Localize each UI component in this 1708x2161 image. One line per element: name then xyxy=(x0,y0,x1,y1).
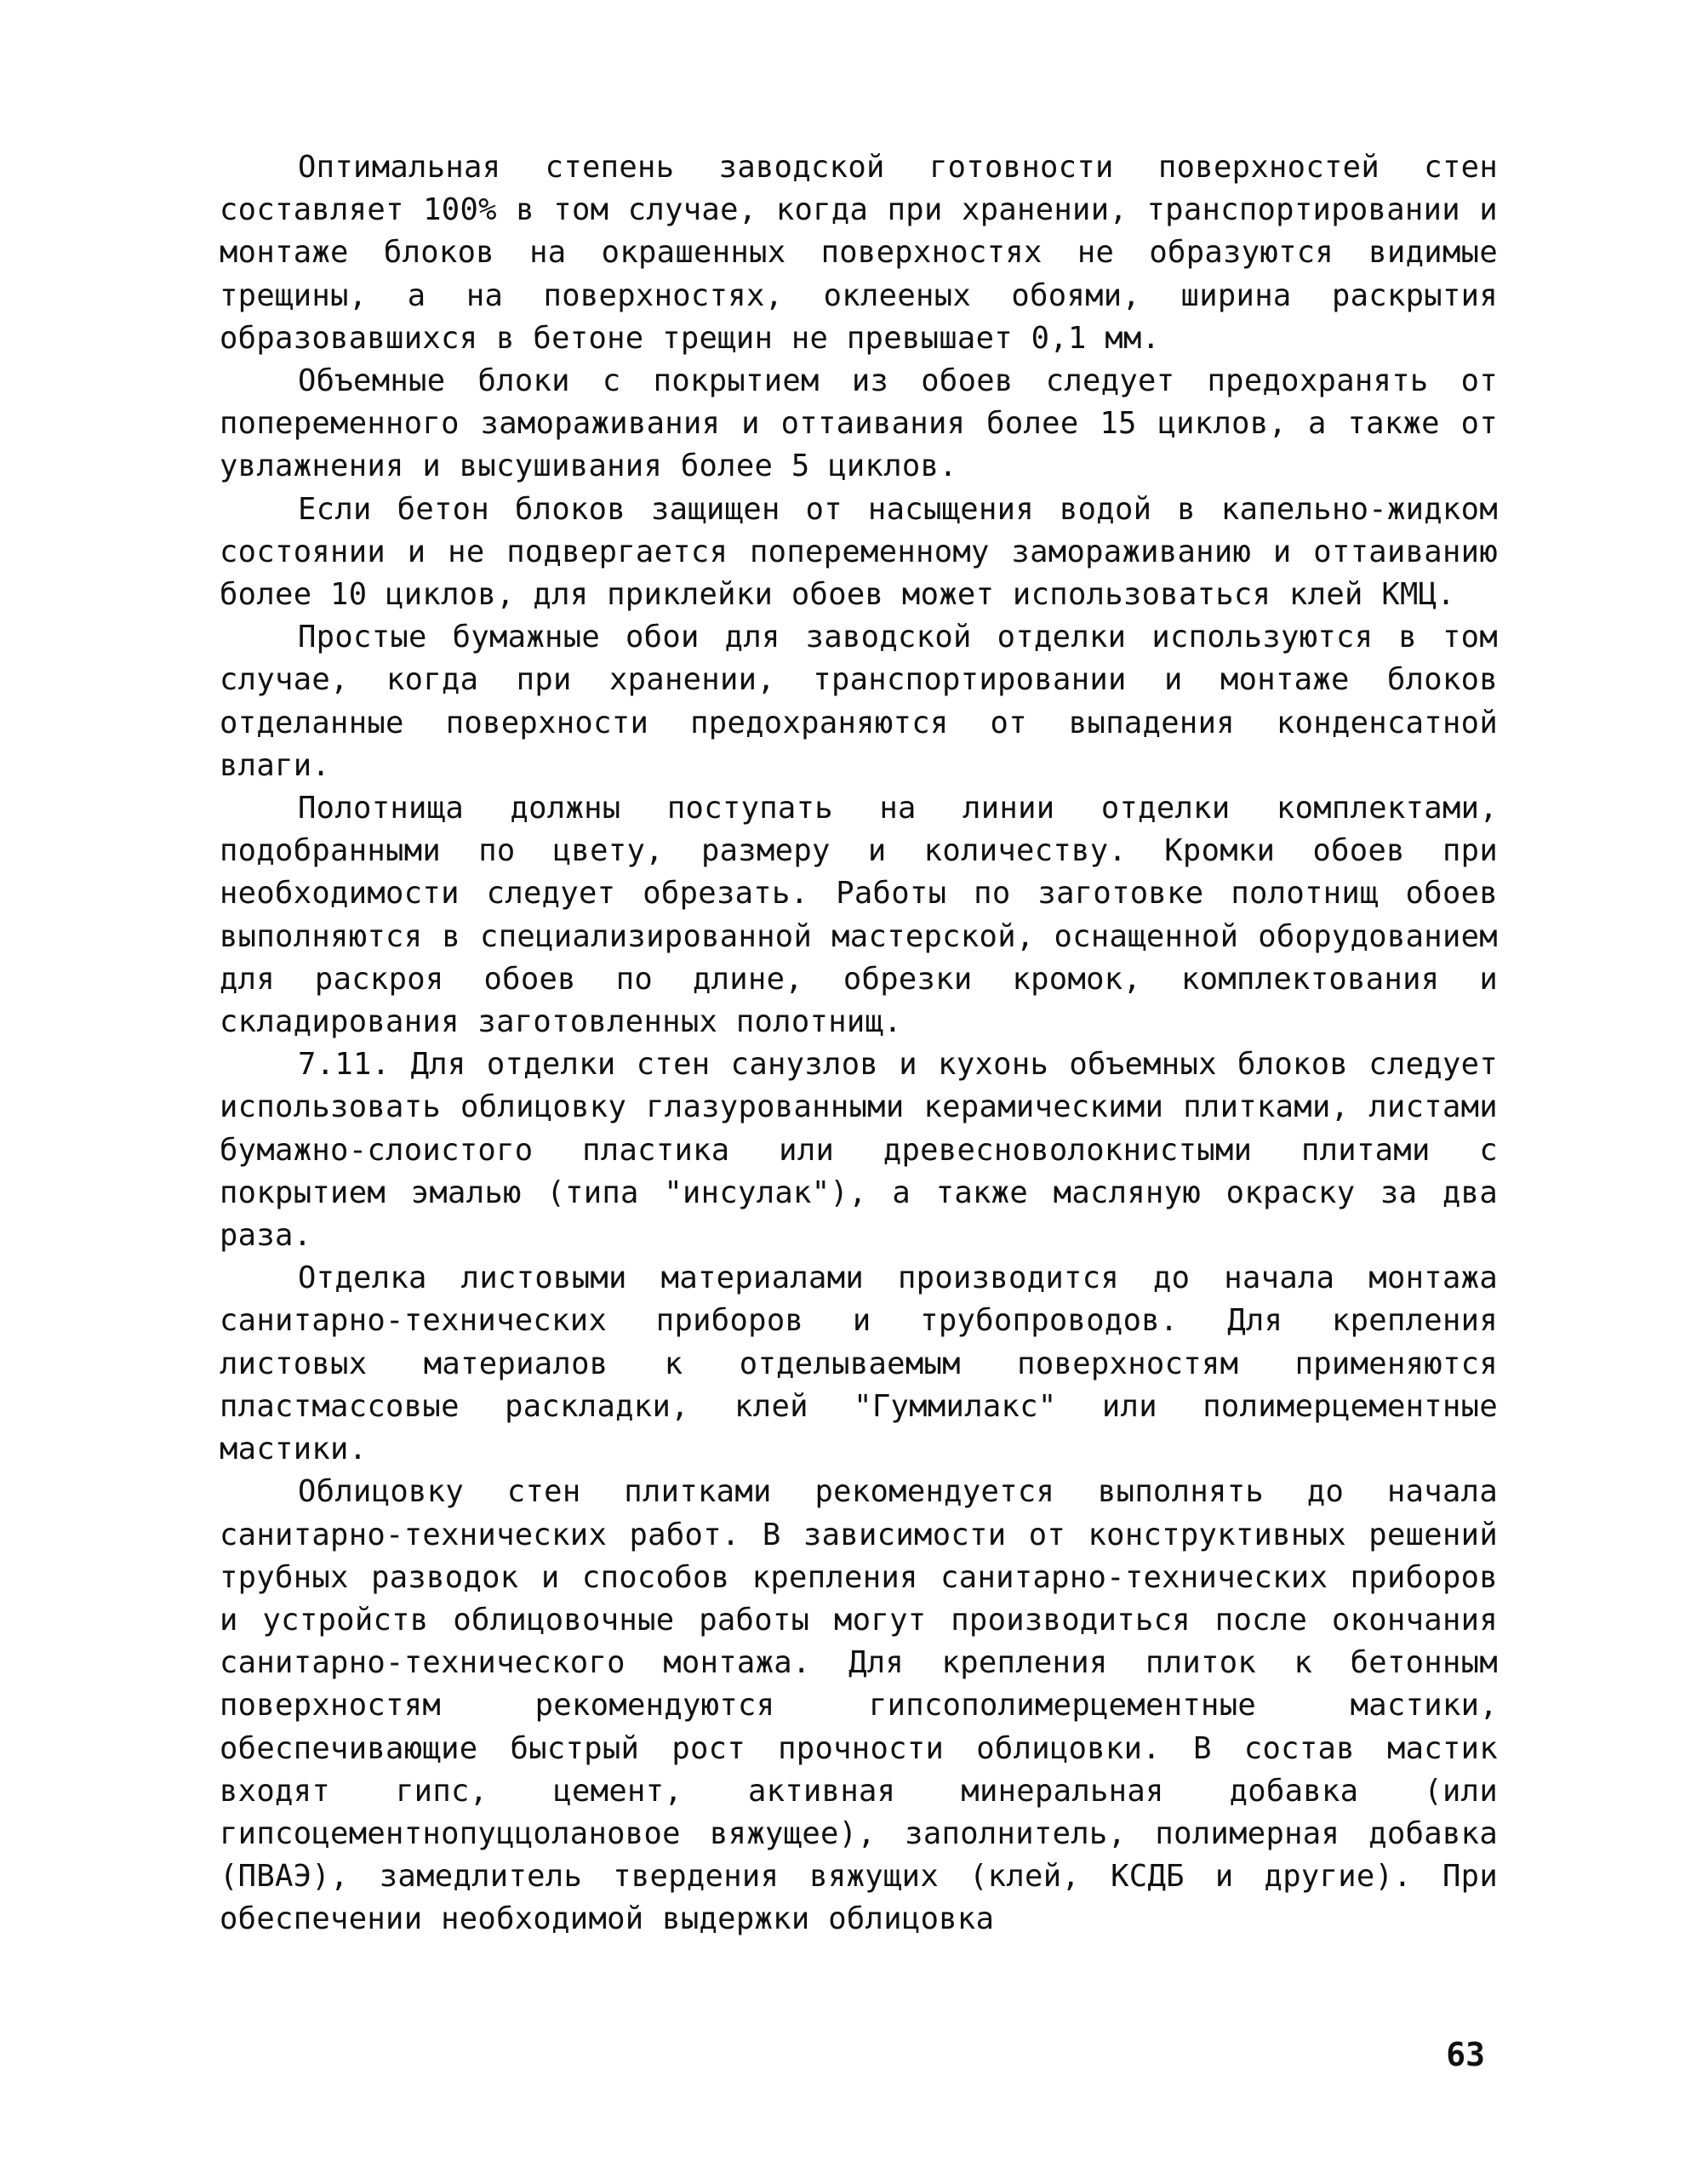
page-number: 63 xyxy=(1446,2036,1485,2073)
paragraph-wallpaper-sheets: Полотнища должны поступать на линии отделки комплектами, подобранными по цвету, размеру и количеству. Кромки обоев при необходимости следует обрезать. Работы по заготовке полотнищ обоев выполняются в специализированной мастерской, оснащенной оборудованием для раскроя обоев по длине, обрезки кромок, комплектования и складирования заготовленных полотнищ. xyxy=(220,791,1498,1040)
paragraph-sheet-materials: Отделка листовыми материалами производится до начала монтажа санитарно-технических приборов и трубопроводов. Для крепления листовых материалов к отделываемым поверхностям применяются пластмассовые раскладки, клей "Гуммилакс" или полимерцементные мастики. xyxy=(220,1261,1498,1467)
paragraph-finish-readiness: Оптимальная степень заводской готовности поверхностей стен составляет 100% в том случае, когда при хранении, транспортировании и монтаже блоков на окрашенных поверхностях не образуются видимые трещины, а на поверхностях, оклееных обоями, ширина раскрытия образовавшихся в бетоне трещин не превышает 0,1 мм. xyxy=(220,150,1498,356)
paragraph-7-11: 7.11. Для отделки стен санузлов и кухонь объемных блоков следует использовать облицовку глазурованными керамическими плитками, листами бумажно-слоистого пластика или древесноволокнистыми плитами с покрытием эмалью (типа "инсулак"), а также масляную окраску за два раза. xyxy=(220,1047,1498,1254)
body-text xyxy=(220,146,1498,1941)
paragraph-wallpaper-cycles: Объемные блоки с покрытием из обоев следует предохранять от попеременного замораживания и оттаивания более 15 циклов, а также от увлажнения и высушивания более 5 циклов. xyxy=(220,363,1498,484)
paragraph-kmc-glue: Если бетон блоков защищен от насыщения водой в капельно-жидком состоянии и не подвергается попеременному замораживанию и оттаиванию более 10 циклов, для приклейки обоев может использоваться клей КМЦ. xyxy=(220,491,1498,613)
paragraph-tile-cladding: Облицовку стен плитками рекомендуется выполнять до начала санитарно-технических работ. В зависимости от конструктивных решений трубных разводок и способов крепления санитарно-технических приборов и устройств облицовочные работы могут производиться после окончания санитарно-технического монтажа. Для крепления плиток к бетонным поверхностям рекомендуются гипсополимерцементные мастики, обеспечивающие быстрый рост прочности облицовки. В состав мастик входят гипс, цемент, активная минеральная добавка (или гипсоцементнопуццолановое вяжущее), заполнитель, полимерная добавка (ПВАЭ), замедлитель твердения вяжущих (клей, КСДБ и другие). При обеспечении необходимой выдержки облицовка xyxy=(220,1474,1498,1937)
paragraph-paper-wallpaper: Простые бумажные обои для заводской отделки используются в том случае, когда при хранении, транспортировании и монтаже блоков отделанные поверхности предохраняются от выпадения конденсатной влаги. xyxy=(220,620,1498,783)
